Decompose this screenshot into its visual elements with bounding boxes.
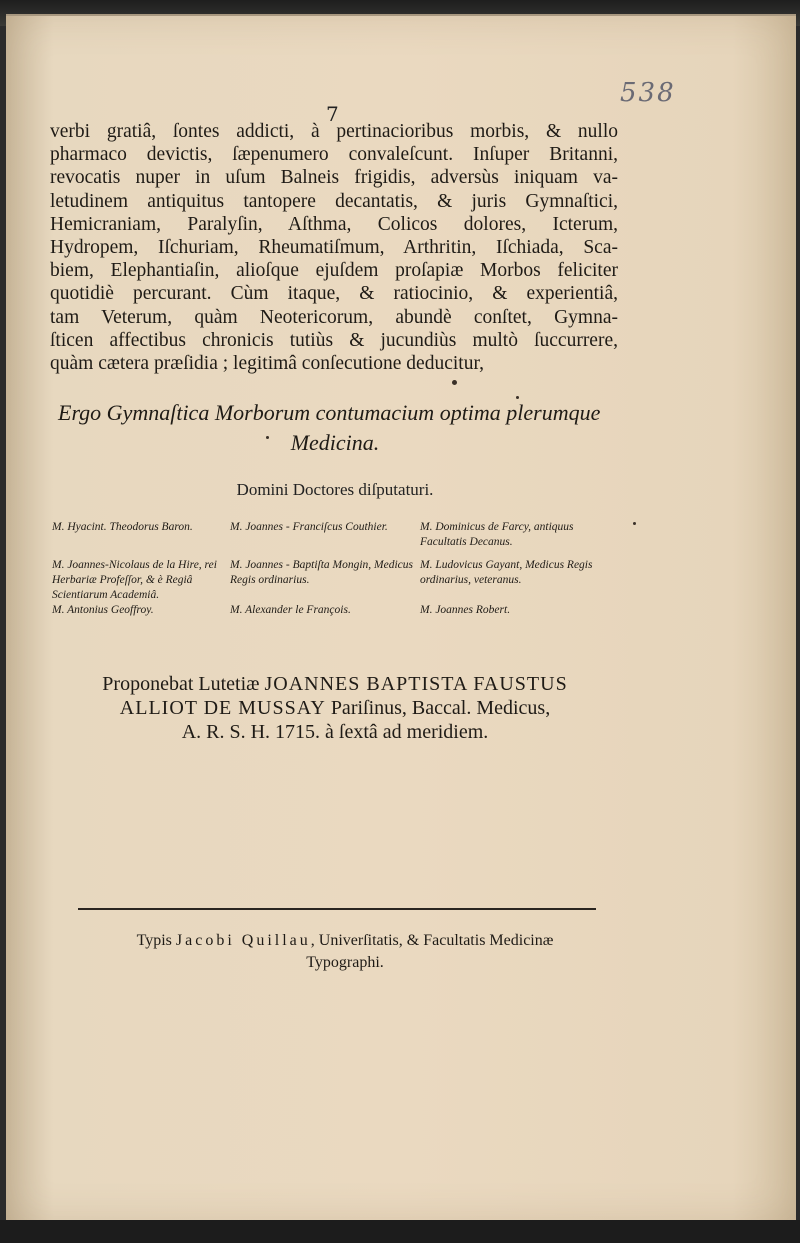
respondent-prefix: Proponebat Lutetiæ <box>102 673 265 695</box>
doctor-entry: M. Joannes-Nicolaus de la Hire, rei Herbariæ Profeſſor, & è Regiâ Scientiarum Academiâ. <box>52 559 217 601</box>
doctor-entry: M. Joannes Robert. <box>420 604 511 616</box>
body-line: Hemicraniam, Paralyſin, Aſthma, Colicos dolores, Icterum, <box>50 213 618 235</box>
imprint-rest: , Univerſitatis, & Facultatis Medicinæ <box>310 932 554 949</box>
scanner-bottom-edge <box>0 1220 800 1243</box>
body-line: revocatis nuper in uſum Balneis frigidis, adversùs iniquam va- <box>50 167 618 189</box>
respondent-line <box>50 672 620 696</box>
doctor-entry: M. Hyacint. Theodorus Baron. <box>52 521 193 533</box>
respondent-date: A. R. S. H. 1715. à ſextâ ad meridiem. <box>181 721 489 743</box>
page-number: 7 <box>326 102 339 126</box>
conclusion-line: Ergo Gymnaſtica Morborum contumacium optima plerumque <box>58 400 601 425</box>
doctor-entry: M. Alexander le François. <box>230 604 351 616</box>
folio-number: 538 <box>620 78 676 108</box>
conclusion-statement <box>50 398 620 458</box>
ink-speck <box>452 380 457 385</box>
doctor-entry: M. Antonius Geoffroy. <box>52 604 154 616</box>
ink-speck <box>516 396 519 399</box>
divider-rule <box>78 908 596 910</box>
imprint-typis: Typis <box>136 932 176 949</box>
conclusion-line: Medicina. <box>290 430 380 455</box>
body-line: quàm cætera præſidia ; legitimâ conſecutione deducitur, <box>50 353 485 375</box>
imprint-line <box>60 930 630 952</box>
ink-speck <box>633 522 636 525</box>
respondent-title: Pariſinus, Baccal. Medicus, <box>325 697 551 719</box>
body-paragraph <box>50 120 618 375</box>
respondent-line <box>50 696 620 720</box>
doctor-entry: M. Joannes - Baptiſta Mongin, Medicus Regis ordinarius. <box>230 559 414 586</box>
respondent-name: JOANNES BAPTISTA FAUSTUS <box>264 673 568 695</box>
body-line: biem, Elephantiaſin, alioſque ejuſdem proſapiæ Morbos feliciter <box>50 260 618 282</box>
doctors-list <box>52 520 622 618</box>
disputants-heading: Domini Doctores diſputaturi. <box>236 480 434 499</box>
respondent-block <box>50 672 620 744</box>
doctor-entry: M. Joannes - Franciſcus Couthier. <box>230 521 388 533</box>
imprint-printer: Jacobi Quillau <box>175 932 311 949</box>
ink-speck <box>266 436 269 439</box>
body-line: quotidiè percurant. Cùm itaque, & ratiocinio, & experientiâ, <box>50 283 618 305</box>
body-line: tam Veterum, quàm Neotericorum, abundè conſtet, Gymna- <box>50 306 618 328</box>
imprint-line: Typographi. <box>306 954 384 971</box>
body-line: ſticen affectibus chronicis tutiùs & jucundiùs multò ſuccurrere, <box>50 329 618 351</box>
body-line: Hydropem, Iſchuriam, Rheumatiſmum, Arthritin, Iſchiada, Sca- <box>50 237 618 259</box>
doctor-entry: M. Dominicus de Farcy, antiquus Facultatis Decanus. <box>420 521 574 548</box>
printer-imprint <box>60 930 630 974</box>
body-line: verbi gratiâ, ſontes addicti, à pertinacioribus morbis, & nullo <box>50 121 618 142</box>
body-line: pharmaco devictis, ſæpenumero convaleſcunt. Inſuper Britanni, <box>50 144 618 166</box>
respondent-surname: ALLIOT DE MUSSAY <box>119 697 326 719</box>
doctor-entry: M. Ludovicus Gayant, Medicus Regis ordinarius, veteranus. <box>420 559 593 586</box>
body-line: letudinem antiquitus tantopere decantatis, & juris Gymnaſtici, <box>50 190 618 212</box>
